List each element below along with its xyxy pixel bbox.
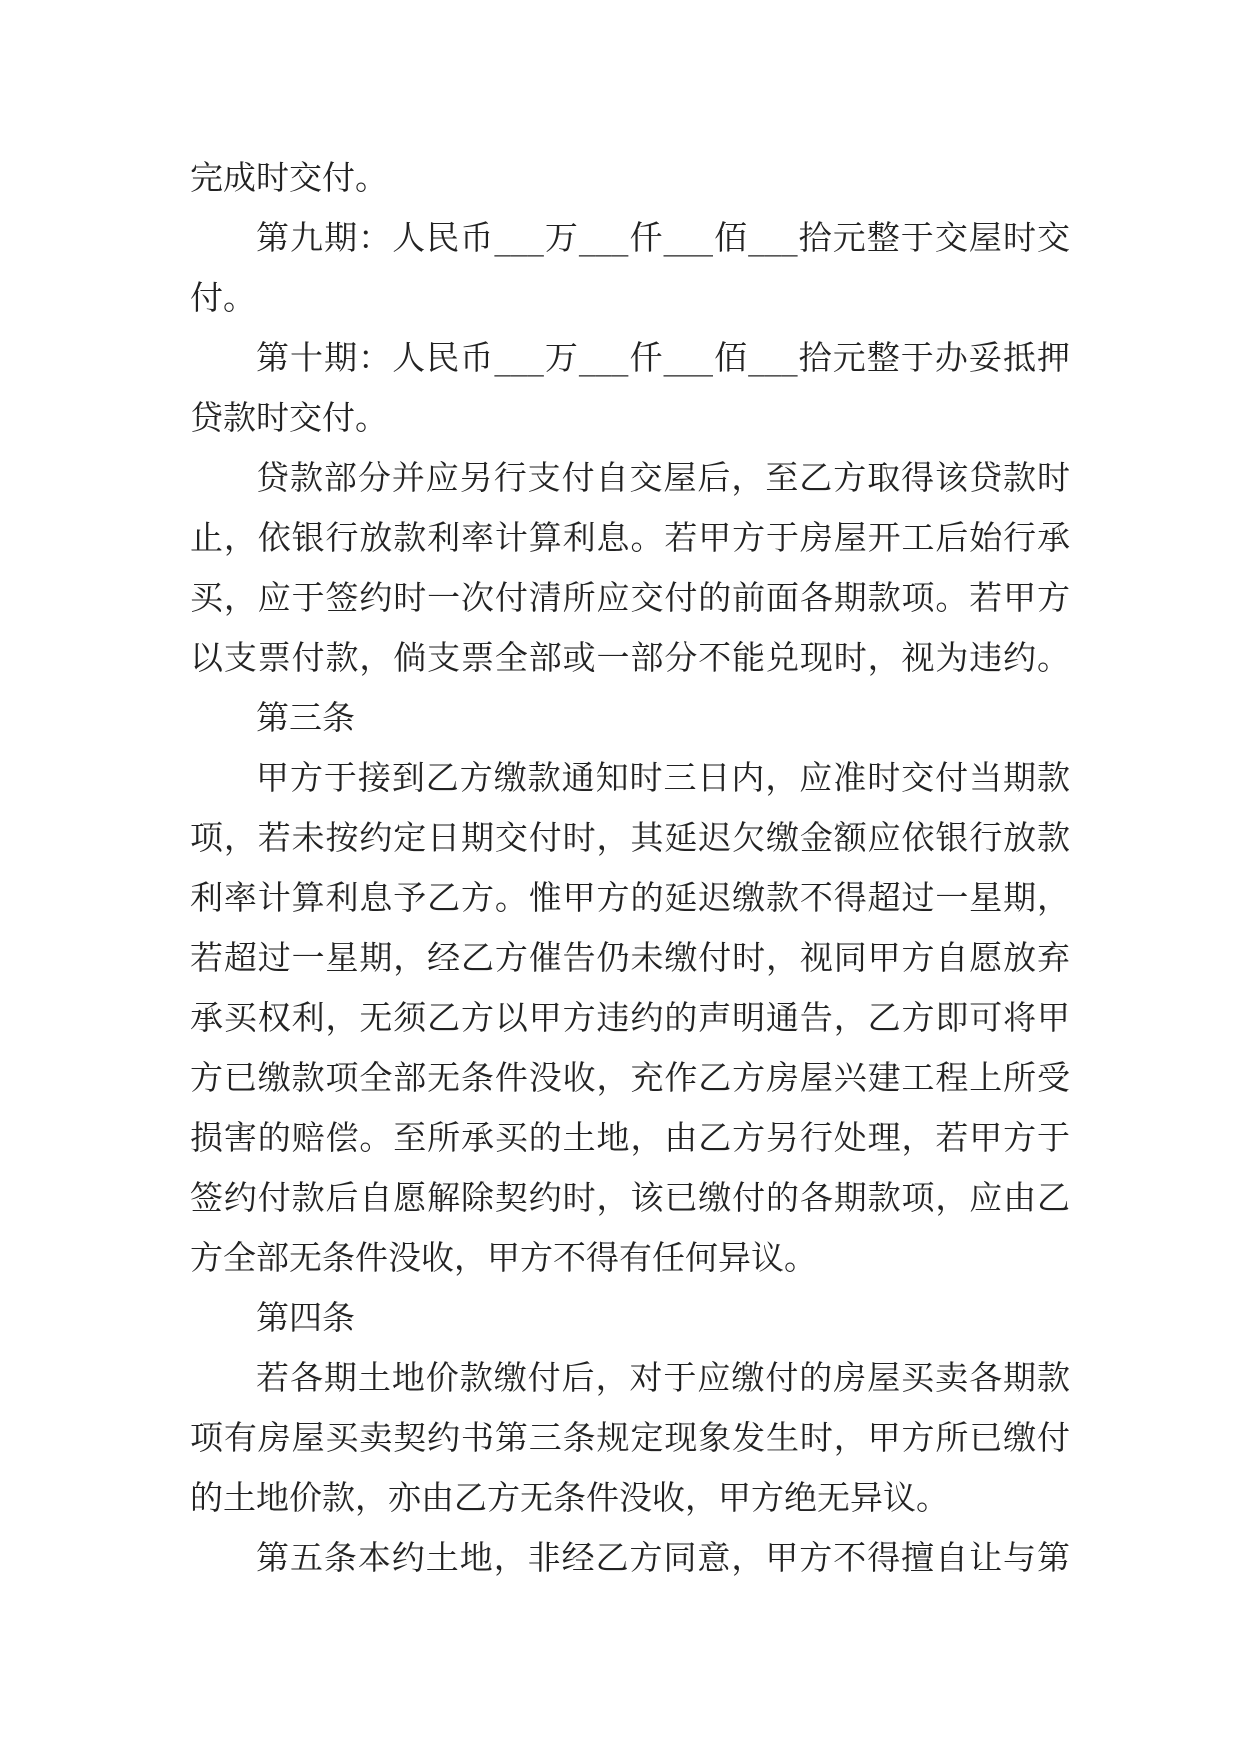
text-line: 止，依银行放款利率计算利息。若甲方于房屋开工后始行承 [190, 518, 1070, 557]
document-page [190, 148, 1070, 1588]
text-line: 项有房屋买卖契约书第三条规定现象发生时，甲方所已缴付 [190, 1418, 1070, 1457]
text-line: 若各期土地价款缴付后，对于应缴付的房屋买卖各期款 [256, 1358, 1070, 1397]
text-line: 利率计算利息予乙方。惟甲方的延迟缴款不得超过一星期， [190, 878, 1070, 917]
text-line: 第五条本约土地，非经乙方同意，甲方不得擅自让与第 [256, 1538, 1070, 1577]
text-line: 付。 [190, 278, 256, 317]
text-line: 方已缴款项全部无条件没收，充作乙方房屋兴建工程上所受 [190, 1058, 1070, 1097]
text-line: 损害的赔偿。至所承买的土地，由乙方另行处理，若甲方于 [190, 1118, 1070, 1157]
text-line: 方全部无条件没收，甲方不得有任何异议。 [190, 1238, 817, 1277]
text-line: 以支票付款，倘支票全部或一部分不能兑现时，视为违约。 [190, 638, 1070, 677]
text-line: 签约付款后自愿解除契约时，该已缴付的各期款项，应由乙 [190, 1178, 1070, 1217]
text-line: 项，若未按约定日期交付时，其延迟欠缴金额应依银行放款 [190, 818, 1070, 857]
text-line: 买，应于签约时一次付清所应交付的前面各期款项。若甲方 [190, 578, 1070, 617]
text-line: 第十期：人民币___万___仟___佰___拾元整于办妥抵押 [256, 338, 1070, 377]
text-line: 承买权利，无须乙方以甲方违约的声明通告，乙方即可将甲 [190, 998, 1070, 1037]
text-line: 完成时交付。 [190, 158, 388, 197]
text-line: 贷款部分并应另行支付自交屋后，至乙方取得该贷款时 [256, 458, 1070, 497]
text-line: 甲方于接到乙方缴款通知时三日内，应准时交付当期款 [256, 758, 1070, 797]
text-line: 若超过一星期，经乙方催告仍未缴付时，视同甲方自愿放弃 [190, 938, 1070, 977]
text-line: 的土地价款，亦由乙方无条件没收，甲方绝无异议。 [190, 1478, 949, 1517]
text-line: 贷款时交付。 [190, 398, 388, 437]
article-heading: 第三条 [256, 698, 355, 737]
article-heading: 第四条 [256, 1298, 355, 1337]
text-line: 第九期：人民币___万___仟___佰___拾元整于交屋时交 [256, 218, 1070, 257]
